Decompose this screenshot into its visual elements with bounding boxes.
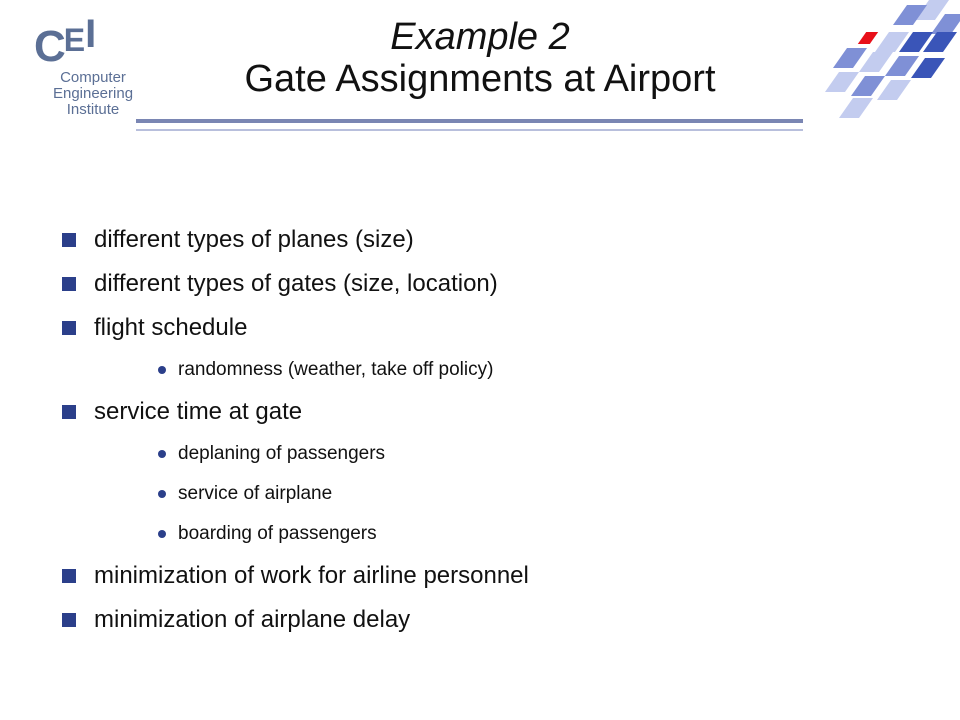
- bullet-text: flight schedule: [94, 314, 248, 341]
- deco-square: [851, 76, 885, 96]
- deco-square: [833, 48, 867, 68]
- deco-square: [859, 52, 893, 72]
- cei-logo: [30, 14, 140, 124]
- bullet-text: minimization of work for airline personnel: [94, 562, 529, 589]
- logo-line-institute: Institute: [66, 101, 120, 118]
- deco-square: [877, 80, 911, 100]
- deco-square: [911, 58, 945, 78]
- sub-bullet-text: service of airplane: [178, 483, 333, 504]
- bullet-list: [62, 218, 922, 642]
- dot-bullet-icon: [158, 490, 166, 498]
- bullet-item: [62, 390, 922, 434]
- bullet-text: different types of gates (size, location): [94, 270, 498, 297]
- dot-bullet-icon: [158, 366, 166, 374]
- logo-line-engineering: Engineering: [52, 85, 134, 102]
- square-bullet-icon: [62, 569, 76, 583]
- sub-bullet-item: [62, 350, 922, 390]
- bullet-item: [62, 598, 922, 642]
- sub-bullet-text: deplaning of passengers: [178, 443, 386, 464]
- square-bullet-icon: [62, 233, 76, 247]
- title-underline-thin: [136, 129, 803, 131]
- title-line-1: Example 2: [390, 16, 570, 58]
- dot-bullet-icon: [158, 450, 166, 458]
- bullet-item: [62, 554, 922, 598]
- deco-square: [839, 98, 873, 118]
- square-bullet-icon: [62, 613, 76, 627]
- sub-bullet-item: [62, 474, 922, 514]
- bullet-item: [62, 306, 922, 350]
- title-line-2: Gate Assignments at Airport: [244, 58, 716, 100]
- logo-line-computer: Computer: [60, 69, 126, 86]
- bullet-item: [62, 262, 922, 306]
- sub-bullet-item: [62, 434, 922, 474]
- slide-title: [160, 16, 800, 100]
- logo-letter-e: E: [63, 22, 84, 58]
- deco-square: [825, 72, 859, 92]
- sub-bullet-text: boarding of passengers: [178, 523, 377, 544]
- logo-letters: [34, 12, 95, 72]
- bullet-text: minimization of airplane delay: [94, 606, 411, 633]
- bullet-text: service time at gate: [94, 398, 303, 425]
- square-bullet-icon: [62, 405, 76, 419]
- logo-text: [38, 70, 148, 118]
- logo-letter-c: C: [34, 22, 64, 71]
- square-bullet-icon: [62, 277, 76, 291]
- deco-square: [858, 32, 878, 44]
- logo-letter-i: I: [85, 12, 95, 56]
- sub-bullet-item: [62, 514, 922, 554]
- sub-bullet-text: randomness (weather, take off policy): [178, 359, 494, 380]
- bullet-text: different types of planes (size): [94, 226, 414, 253]
- decorative-squares: [810, 0, 960, 120]
- dot-bullet-icon: [158, 530, 166, 538]
- square-bullet-icon: [62, 321, 76, 335]
- title-underline-thick: [136, 119, 803, 123]
- bullet-item: [62, 218, 922, 262]
